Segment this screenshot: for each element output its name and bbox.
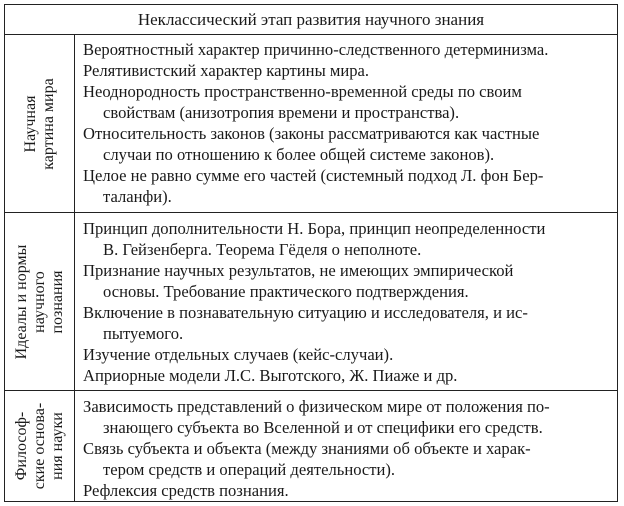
row-label-line: Научная [21, 95, 39, 152]
item-text: Принцип дополнительности Н. Бора, принцип неопределенности [83, 219, 546, 238]
row-label-line: Философ- [12, 411, 30, 481]
list-item [83, 165, 609, 207]
list-item [83, 81, 609, 123]
item-text: Признание научных результатов, не имеющих эмпирической [83, 261, 514, 280]
item-text-continued: таланфи). [103, 187, 172, 206]
list-item [83, 39, 609, 60]
list-item [83, 218, 609, 260]
item-text-continued: свойствам (анизотропия времени и пространства). [103, 103, 460, 122]
table-row-scientific-picture [5, 35, 617, 212]
row-label-line: картина мира [39, 77, 57, 170]
item-text: Рефлексия средств познания. [83, 481, 289, 500]
table-title: Неклассический этап развития научного знания [5, 5, 617, 35]
row-label [13, 403, 67, 489]
row-label [22, 78, 58, 169]
list-item [83, 396, 609, 438]
row-label-cell [5, 391, 75, 501]
concept-table [4, 4, 618, 502]
list-item [83, 302, 609, 344]
item-text: Целое не равно сумме его частей (системный подход Л. фон Бер- [83, 166, 544, 185]
list-item [83, 60, 609, 81]
table-row-philosophical-foundations [5, 390, 617, 501]
item-text: Изучение отдельных случаев (кейс-случаи). [83, 345, 394, 364]
item-text-continued: В. Гейзенберга. Теорема Гёделя о неполноте. [103, 240, 422, 259]
item-text: Относительность законов (законы рассматриваются как частные [83, 124, 540, 143]
row-label-cell [5, 213, 75, 390]
item-text-continued: пытуемого. [103, 324, 184, 343]
item-text-continued: основы. Требование практического подтверждения. [103, 282, 469, 301]
item-text: Вероятностный характер причинно-следственного детерминизма. [83, 40, 549, 59]
item-text-continued: знающего субъекта во Вселенной и от специфики его средств. [103, 418, 543, 437]
item-text: Неоднородность пространственно-временной среды по своим [83, 82, 522, 101]
row-label [13, 244, 67, 359]
item-text: Связь субъекта и объекта (между знаниями об объекте и харак- [83, 439, 531, 458]
row-label-line: ния науки [48, 412, 66, 480]
list-item [83, 344, 609, 365]
row-label-line: познания [48, 269, 66, 334]
item-text-continued: тером средств и операций деятельности). [103, 460, 396, 479]
row-content [75, 213, 617, 390]
row-label-line: Идеалы и нормы [12, 244, 30, 359]
list-item [83, 123, 609, 165]
item-text: Релятивистский характер картины мира. [83, 61, 370, 80]
row-label-line: научного [30, 270, 48, 333]
item-text-continued: случаи по отношению к более общей системе законов). [103, 145, 495, 164]
item-text: Включение в познавательную ситуацию и исследователя, и ис- [83, 303, 528, 322]
item-text: Зависимость представлений о физическом мире от положения по- [83, 397, 550, 416]
list-item [83, 438, 609, 480]
list-item [83, 260, 609, 302]
list-item [83, 480, 609, 501]
row-content [75, 391, 617, 501]
item-text: Априорные модели Л.С. Выготского, Ж. Пиаже и др. [83, 366, 458, 385]
row-label-line: ские основа- [30, 402, 48, 490]
row-label-cell [5, 35, 75, 212]
table-row-ideals-norms [5, 212, 617, 390]
list-item [83, 365, 609, 386]
row-content [75, 35, 617, 212]
